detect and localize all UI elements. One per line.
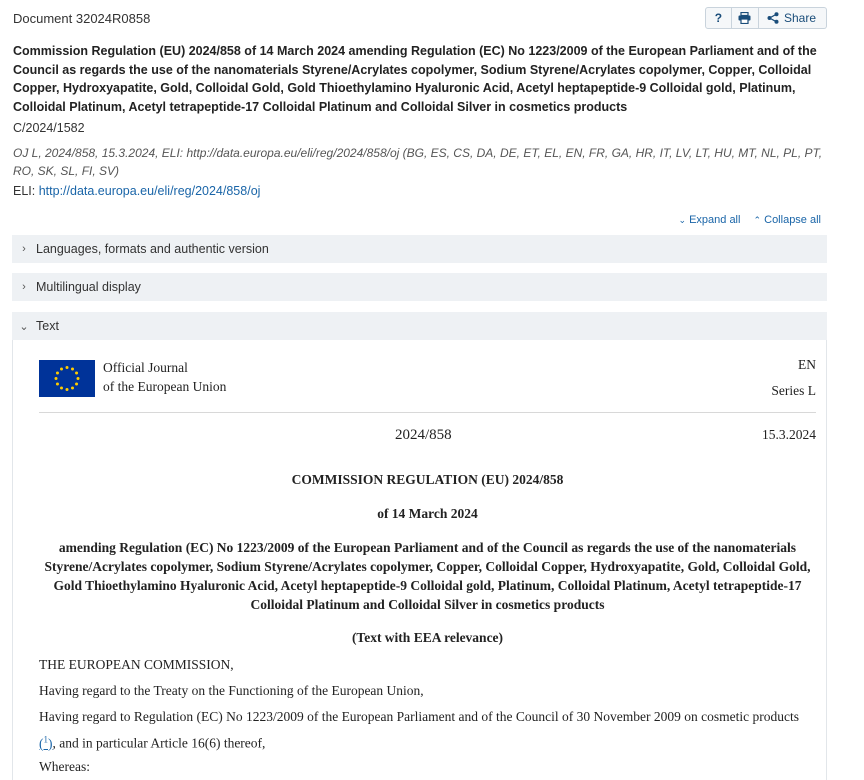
footnote-number: 1: [43, 734, 48, 744]
citation-text: Having regard to Regulation (EC) No 1223/2009 of the European Parliament and of the Council of 30 November 2009 on cosmetic products: [39, 709, 799, 724]
celex-reference: C/2024/1582: [13, 121, 85, 135]
panel-multilingual-display[interactable]: [12, 273, 827, 301]
share-button[interactable]: [759, 7, 827, 29]
oj-reference: OJ L, 2024/858, 15.3.2024, ELI: http://data.europa.eu/eli/reg/2024/858/oj (BG, ES, CS, DA, DE, ET, EL, EN, FR, GA, HR, IT, LV, LT, HU, MT, NL, PL, PT, RO, SK, SL, FI, SV): [13, 146, 823, 178]
eu-star: [66, 388, 69, 391]
whereas-line: Whereas:: [39, 759, 90, 774]
panel-languages-formats[interactable]: [12, 235, 827, 263]
chevron-down-icon: ⌄: [19, 320, 29, 333]
collapse-all-link[interactable]: [754, 214, 821, 226]
eu-star: [60, 367, 63, 370]
eu-star: [56, 383, 59, 386]
chevron-right-icon: ›: [22, 243, 26, 255]
double-chevron-down-icon: ⌄: [678, 215, 687, 225]
eli-line: [13, 184, 260, 198]
help-icon: ?: [714, 11, 723, 25]
oj-name-line2: of the European Union: [103, 379, 227, 394]
expand-collapse-controls: [668, 214, 821, 226]
double-chevron-up-icon: ⌃: [753, 215, 762, 225]
language-code: EN: [798, 357, 816, 372]
treaty-citation: Having regard to the Treaty on the Functioning of the European Union,: [39, 683, 424, 698]
eu-star: [60, 387, 63, 390]
eu-star: [75, 372, 78, 375]
oj-name-line1: Official Journal: [103, 360, 188, 375]
expand-all-label: Expand all: [689, 214, 741, 226]
toolbar: [705, 7, 827, 29]
regulation-subject: amending Regulation (EC) No 1223/2009 of the European Parliament and of the Council as regards the use of the nanomaterials Styrene/Acrylates copolymer, Sodium Styrene/Acrylates copolymer, Copper, Colloidal Copper, Hydroxyapatite, Gold, Colloidal Gold, Gold Thioethylamino Hyaluronic Acid, Acetyl heptapeptide-9 Colloidal gold, Platinum, Colloidal Platinum, Acetyl tetrapeptide-17 Colloidal Platinum and Colloidal Silver in cosmetics products: [44, 540, 811, 612]
share-icon: [767, 12, 779, 24]
expand-all-link[interactable]: [678, 214, 743, 226]
print-icon: [738, 12, 751, 24]
eu-star: [55, 377, 58, 380]
chevron-right-icon: ›: [22, 281, 26, 293]
print-button[interactable]: [732, 7, 759, 29]
commission-line: THE EUROPEAN COMMISSION,: [39, 657, 234, 672]
publication-date: 15.3.2024: [762, 427, 816, 442]
panel-label: Languages, formats and authentic version: [36, 242, 269, 256]
eea-relevance: (Text with EEA relevance): [351, 630, 504, 645]
eu-flag-icon: [39, 360, 95, 397]
footnote-link[interactable]: ($^1$): [39, 734, 53, 751]
collapse-all-label: Collapse all: [764, 214, 821, 226]
divider: [39, 412, 816, 413]
eu-star: [71, 367, 74, 370]
eli-label: ELI:: [13, 184, 39, 198]
panel-text[interactable]: [12, 312, 827, 340]
regulation-heading: COMMISSION REGULATION (EU) 2024/858: [291, 472, 564, 487]
official-journal-name: [103, 358, 226, 396]
help-button[interactable]: [705, 7, 732, 29]
regulation-citation: [39, 705, 819, 755]
eu-star: [66, 366, 69, 369]
eu-star: [56, 372, 59, 375]
regulation-number: 2024/858: [395, 427, 452, 443]
share-label: Share: [783, 11, 816, 25]
citation-text-end: , and in particular Article 16(6) thereof,: [52, 735, 266, 751]
series-label: Series L: [771, 383, 816, 398]
document-title: Commission Regulation (EU) 2024/858 of 14 March 2024 amending Regulation (EC) No 1223/2009 of the European Parliament and of the Council as regards the use of the nanomaterials Styrene/Acrylates copolymer, Sodium Styrene/Acrylates copolymer, Copper, Colloidal Copper, Hydroxyapatite, Gold, Colloidal Gold, Gold Thioethylamino Hyaluronic Acid, Acetyl heptapeptide-9 Colloidal gold, Platinum, Colloidal Platinum, Acetyl tetrapeptide-17 Colloidal Platinum and Colloidal Silver in cosmetics products: [13, 44, 817, 114]
regulation-date: of 14 March 2024: [377, 506, 478, 521]
eli-link[interactable]: http://data.europa.eu/eli/reg/2024/858/oj: [38, 184, 261, 198]
document-number: Document 32024R0858: [13, 11, 151, 26]
eu-star: [77, 377, 80, 380]
eu-star: [71, 387, 74, 390]
panel-label: Text: [36, 319, 59, 333]
eu-star: [75, 383, 78, 386]
panel-label: Multilingual display: [36, 280, 141, 294]
